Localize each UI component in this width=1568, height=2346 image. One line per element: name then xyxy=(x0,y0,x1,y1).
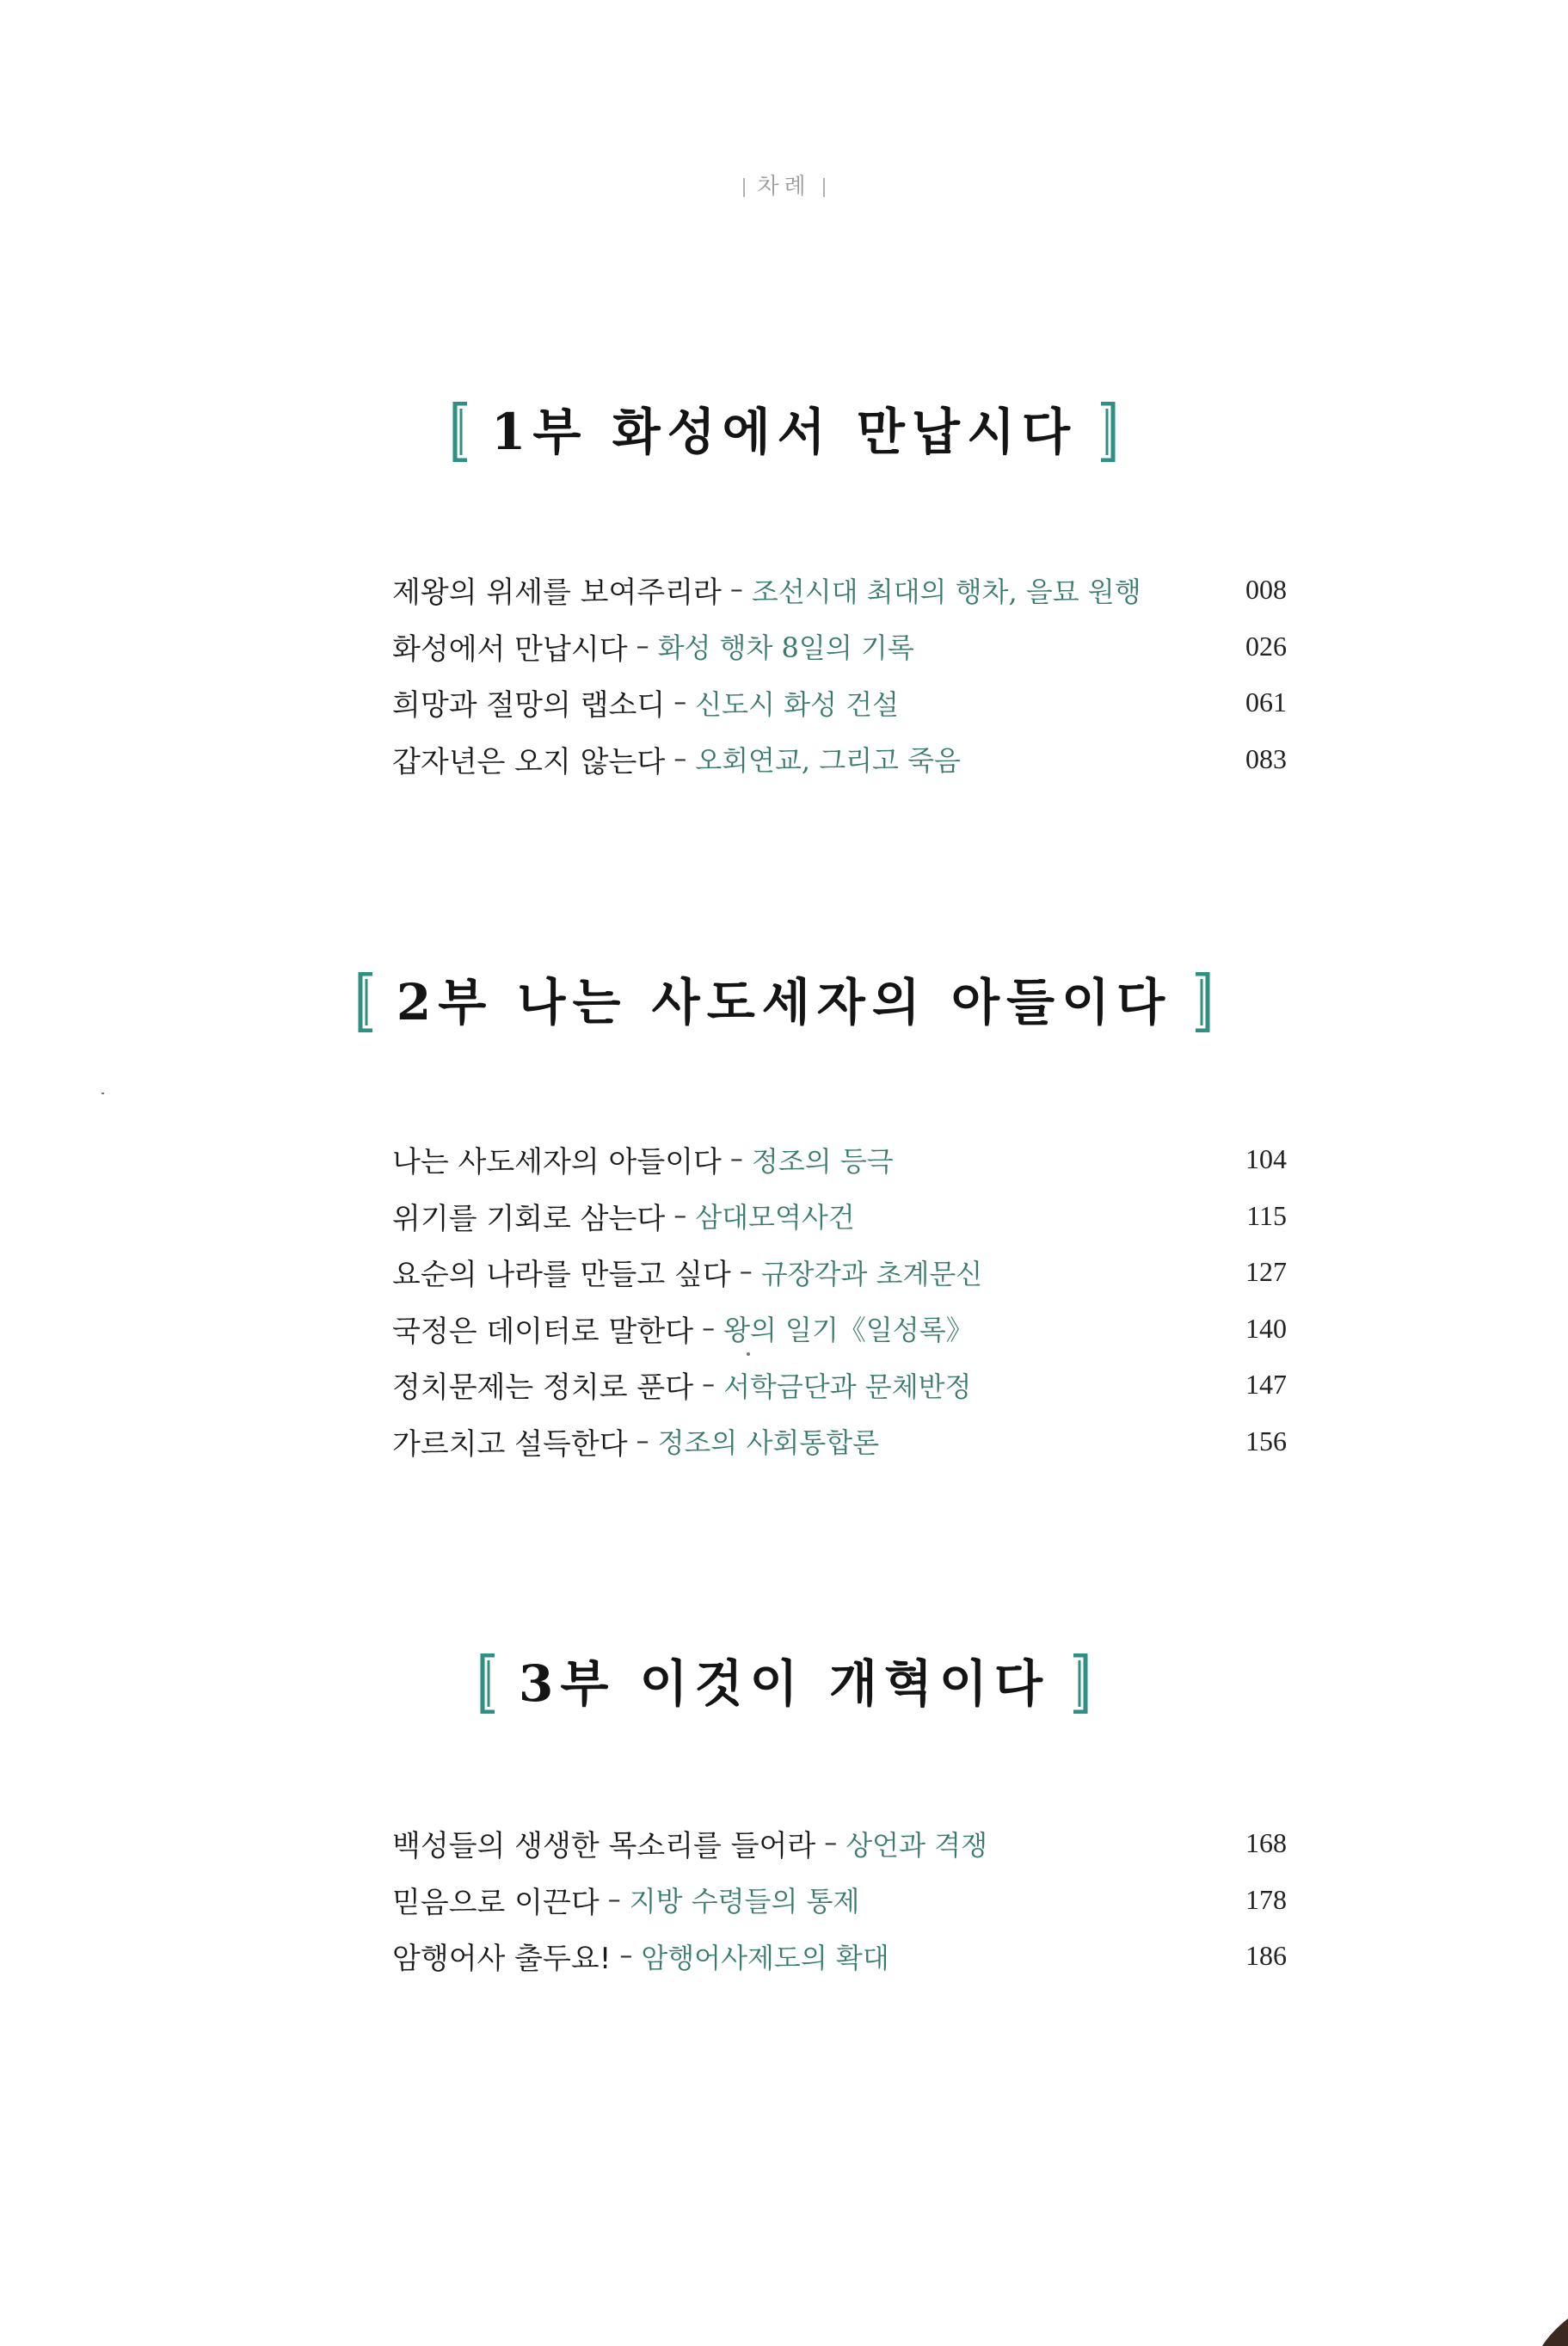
header-divider-right xyxy=(823,178,825,197)
chapter-subtitle: 암행어사제도의 확대 xyxy=(641,1941,889,1974)
part-2-section xyxy=(0,972,1568,1058)
chapter-subtitle: 상언과 격쟁 xyxy=(845,1828,987,1862)
toc-item[interactable] xyxy=(392,619,1287,675)
toc-item[interactable] xyxy=(392,674,1287,731)
part-1-heading xyxy=(450,402,1118,462)
separator-dash: – xyxy=(739,1257,753,1288)
separator-dash: – xyxy=(619,1941,633,1972)
page-title: 차례 xyxy=(757,174,811,200)
page-number: 083 xyxy=(1245,742,1287,774)
chapter-subtitle: 지방 수령들의 통제 xyxy=(629,1885,860,1918)
toc-item[interactable] xyxy=(392,1301,1287,1358)
separator-dash: – xyxy=(636,1425,649,1456)
toc-item[interactable] xyxy=(392,1815,1287,1872)
separator-dash: – xyxy=(729,1144,743,1175)
part-2-heading xyxy=(355,972,1213,1032)
part-3-section xyxy=(0,1653,1568,1739)
part-1-section xyxy=(0,402,1568,488)
toc-item[interactable] xyxy=(392,562,1287,619)
left-bracket-icon xyxy=(355,972,378,1032)
chapter-title: 갑자년은 오지 않는다 xyxy=(392,744,666,779)
separator-dash: – xyxy=(729,575,743,606)
page-number: 168 xyxy=(1245,1827,1287,1859)
chapter-title: 가르치고 설득한다 xyxy=(392,1426,628,1462)
toc-item[interactable] xyxy=(392,1928,1287,1985)
page-number: 008 xyxy=(1245,574,1287,606)
page-number: 140 xyxy=(1245,1312,1287,1344)
separator-dash: – xyxy=(673,743,687,774)
chapter-subtitle: 조선시대 최대의 행차, 을묘 원행 xyxy=(751,575,1141,608)
part-title: 1부 화성에서 만납시다 xyxy=(491,403,1077,461)
part-1-toc-list xyxy=(392,562,1287,787)
separator-dash: – xyxy=(607,1884,621,1915)
separator-dash: – xyxy=(702,1313,716,1344)
part-3-heading xyxy=(477,1653,1091,1714)
chapter-subtitle: 오회연교, 그리고 죽음 xyxy=(695,744,961,778)
part-title: 3부 이것이 개혁이다 xyxy=(519,1654,1049,1713)
chapter-title: 정치문제는 정치로 푼다 xyxy=(392,1370,694,1406)
toc-item[interactable] xyxy=(392,1413,1287,1470)
separator-dash: – xyxy=(636,631,649,662)
chapter-subtitle: 서학금단과 문체반정 xyxy=(723,1370,972,1403)
scan-speck xyxy=(101,1093,104,1094)
left-bracket-icon xyxy=(477,1653,500,1714)
page-number: 147 xyxy=(1245,1369,1287,1401)
right-bracket-icon xyxy=(1190,972,1213,1032)
left-bracket-icon xyxy=(450,402,472,462)
page-number: 156 xyxy=(1245,1425,1287,1456)
right-bracket-icon xyxy=(1096,402,1118,462)
chapter-title: 믿음으로 이끈다 xyxy=(392,1885,600,1920)
chapter-subtitle: 삼대모역사건 xyxy=(695,1201,855,1235)
toc-item[interactable] xyxy=(392,1872,1287,1929)
page-number: 104 xyxy=(1245,1143,1287,1175)
chapter-title: 백성들의 생생한 목소리를 들어라 xyxy=(392,1829,816,1864)
page-number: 115 xyxy=(1246,1199,1287,1231)
separator-dash: – xyxy=(673,687,687,718)
chapter-title: 희망과 절망의 랩소디 xyxy=(392,688,666,724)
scan-speck xyxy=(747,1352,750,1356)
chapter-title: 나는 사도세자의 아들이다 xyxy=(392,1145,722,1180)
chapter-title: 국정은 데이터로 말한다 xyxy=(392,1314,694,1349)
page-corner-mark xyxy=(1516,2294,1568,2346)
toc-item[interactable] xyxy=(392,1244,1287,1301)
separator-dash: – xyxy=(824,1828,838,1859)
chapter-title: 제왕의 위세를 보여주리라 xyxy=(392,576,722,611)
chapter-subtitle: 정조의 등극 xyxy=(751,1144,894,1178)
page-number: 026 xyxy=(1245,630,1287,662)
page-number: 178 xyxy=(1245,1883,1287,1915)
toc-item[interactable] xyxy=(392,1188,1287,1245)
chapter-subtitle: 정조의 사회통합론 xyxy=(657,1426,880,1460)
part-3-toc-list xyxy=(392,1815,1287,1985)
chapter-subtitle: 왕의 일기《일성록》 xyxy=(723,1314,974,1347)
part-title: 2부 나는 사도세자의 아들이다 xyxy=(396,973,1172,1031)
chapter-title: 화성에서 만납시다 xyxy=(392,631,628,667)
page-number: 061 xyxy=(1245,687,1287,718)
chapter-title: 암행어사 출두요! xyxy=(392,1942,612,1977)
right-bracket-icon xyxy=(1068,1653,1091,1714)
part-2-toc-list xyxy=(392,1131,1287,1469)
chapter-title: 위기를 기회로 삼는다 xyxy=(392,1201,666,1236)
chapter-subtitle: 신도시 화성 건설 xyxy=(695,687,899,721)
toc-item[interactable] xyxy=(392,731,1287,788)
page-header xyxy=(0,169,1568,200)
chapter-subtitle: 규장각과 초계문신 xyxy=(760,1257,983,1290)
separator-dash: – xyxy=(702,1370,716,1401)
chapter-title: 요순의 나라를 만들고 싶다 xyxy=(392,1258,731,1293)
page-number: 127 xyxy=(1245,1256,1287,1288)
header-divider-left xyxy=(743,178,745,197)
toc-item[interactable] xyxy=(392,1357,1287,1413)
toc-item[interactable] xyxy=(392,1131,1287,1188)
page-number: 186 xyxy=(1245,1940,1287,1972)
chapter-subtitle: 화성 행차 8일의 기록 xyxy=(657,631,914,665)
separator-dash: – xyxy=(673,1200,687,1231)
